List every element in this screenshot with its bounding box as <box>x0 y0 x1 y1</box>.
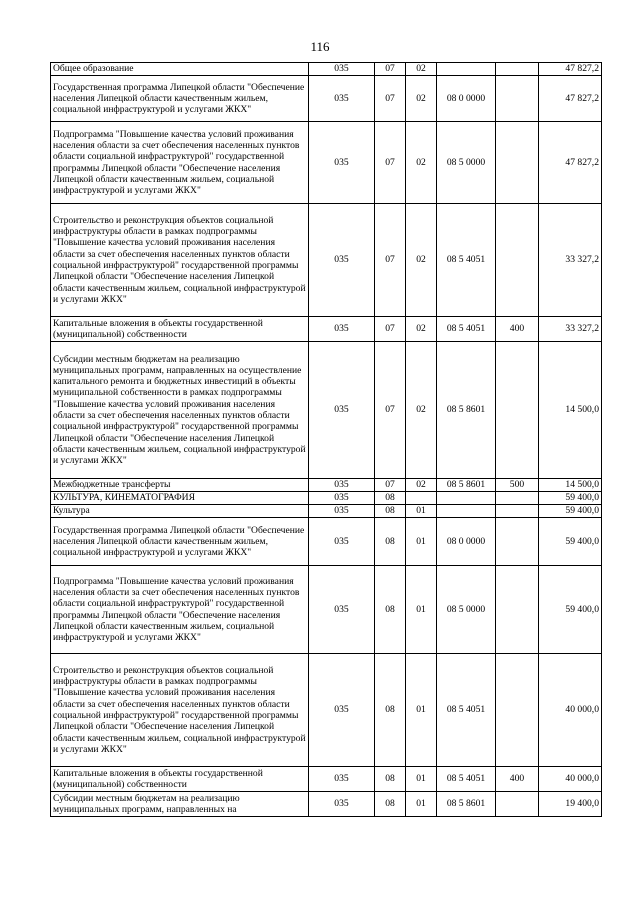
sum-cell: 47 827,2 <box>539 122 602 204</box>
table-row <box>51 317 602 342</box>
expense-type-cell <box>496 492 539 505</box>
section-code-cell: 08 <box>375 654 406 767</box>
table-row <box>51 479 602 492</box>
admin-code-cell: 035 <box>309 479 375 492</box>
expense-type-cell <box>496 63 539 76</box>
sum-cell: 59 400,0 <box>539 505 602 518</box>
row-name-cell: Строительство и реконструкция объектов социальной инфраструктуры области в рамках подпрограммы "Повышение качества условий проживания населения области за счет обеспечения населенных пунктов области социальной инфраструктурой" государственной программы Липецкой области "Обеспечение населения Липецкой области качественным жильем, социальной инфраструктурой и услугами ЖКХ" <box>51 654 309 767</box>
sum-cell: 14 500,0 <box>539 342 602 479</box>
subsection-code-cell: 01 <box>406 566 437 654</box>
subsection-code-cell: 02 <box>406 317 437 342</box>
section-code-cell: 07 <box>375 317 406 342</box>
sum-cell: 47 827,2 <box>539 76 602 122</box>
expense-type-cell: 400 <box>496 317 539 342</box>
sum-cell: 14 500,0 <box>539 479 602 492</box>
admin-code-cell: 035 <box>309 492 375 505</box>
admin-code-cell: 035 <box>309 505 375 518</box>
table-row <box>51 63 602 76</box>
admin-code-cell: 035 <box>309 76 375 122</box>
section-code-cell: 08 <box>375 566 406 654</box>
subsection-code-cell: 02 <box>406 479 437 492</box>
expense-type-cell <box>496 518 539 566</box>
subsection-code-cell: 02 <box>406 342 437 479</box>
section-code-cell: 07 <box>375 204 406 317</box>
expense-type-cell <box>496 204 539 317</box>
expense-type-cell: 500 <box>496 479 539 492</box>
table-row <box>51 342 602 479</box>
table-row <box>51 76 602 122</box>
expense-type-cell <box>496 505 539 518</box>
subsection-code-cell: 02 <box>406 122 437 204</box>
table-row <box>51 122 602 204</box>
target-article-cell: 08 5 4051 <box>437 317 496 342</box>
table-row <box>51 566 602 654</box>
subsection-code-cell: 01 <box>406 792 437 817</box>
subsection-code-cell: 01 <box>406 505 437 518</box>
section-code-cell: 08 <box>375 492 406 505</box>
section-code-cell: 08 <box>375 518 406 566</box>
subsection-code-cell: 01 <box>406 767 437 792</box>
table-row <box>51 518 602 566</box>
target-article-cell: 08 5 0000 <box>437 566 496 654</box>
admin-code-cell: 035 <box>309 654 375 767</box>
admin-code-cell: 035 <box>309 342 375 479</box>
section-code-cell: 08 <box>375 792 406 817</box>
section-code-cell: 07 <box>375 122 406 204</box>
admin-code-cell: 035 <box>309 767 375 792</box>
section-code-cell: 07 <box>375 479 406 492</box>
target-article-cell: 08 0 0000 <box>437 518 496 566</box>
row-name-cell: Подпрограмма "Повышение качества условий проживания населения области за счет обеспечения населенных пунктов области социальной инфраструктурой" государственной программы Липецкой области "Обеспечение населения Липецкой области качественным жильем, социальной инфраструктурой и услугами ЖКХ" <box>51 566 309 654</box>
sum-cell: 33 327,2 <box>539 204 602 317</box>
admin-code-cell: 035 <box>309 204 375 317</box>
admin-code-cell: 035 <box>309 317 375 342</box>
row-name-cell: Общее образование <box>51 63 309 76</box>
table-row <box>51 654 602 767</box>
subsection-code-cell: 01 <box>406 654 437 767</box>
row-name-cell: Государственная программа Липецкой области "Обеспечение населения Липецкой области качественным жильем, социальной инфраструктурой и услугами ЖКХ" <box>51 518 309 566</box>
table-row <box>51 505 602 518</box>
table-row <box>51 792 602 817</box>
expense-type-cell <box>496 654 539 767</box>
target-article-cell <box>437 505 496 518</box>
admin-code-cell: 035 <box>309 122 375 204</box>
subsection-code-cell <box>406 492 437 505</box>
target-article-cell: 08 5 8601 <box>437 342 496 479</box>
row-name-cell: КУЛЬТУРА, КИНЕМАТОГРАФИЯ <box>51 492 309 505</box>
sum-cell: 33 327,2 <box>539 317 602 342</box>
target-article-cell: 08 5 0000 <box>437 122 496 204</box>
row-name-cell: Строительство и реконструкция объектов социальной инфраструктуры области в рамках подпрограммы "Повышение качества условий проживания населения области за счет обеспечения населенных пунктов области социальной инфраструктурой" государственной программы Липецкой области "Обеспечение населения Липецкой области качественным жильем, социальной инфраструктурой и услугами ЖКХ" <box>51 204 309 317</box>
section-code-cell: 07 <box>375 63 406 76</box>
target-article-cell: 08 5 8601 <box>437 479 496 492</box>
subsection-code-cell: 02 <box>406 204 437 317</box>
admin-code-cell: 035 <box>309 63 375 76</box>
row-name-cell: Культура <box>51 505 309 518</box>
row-name-cell: Государственная программа Липецкой области "Обеспечение населения Липецкой области качественным жильем, социальной инфраструктурой и услугами ЖКХ" <box>51 76 309 122</box>
target-article-cell: 08 5 8601 <box>437 792 496 817</box>
admin-code-cell: 035 <box>309 566 375 654</box>
table-row <box>51 767 602 792</box>
row-name-cell: Капитальные вложения в объекты государственной (муниципальной) собственности <box>51 767 309 792</box>
table-row <box>51 492 602 505</box>
expense-type-cell <box>496 792 539 817</box>
sum-cell: 40 000,0 <box>539 654 602 767</box>
table-row <box>51 204 602 317</box>
expense-type-cell <box>496 76 539 122</box>
expense-type-cell <box>496 342 539 479</box>
expense-type-cell: 400 <box>496 767 539 792</box>
target-article-cell <box>437 492 496 505</box>
target-article-cell: 08 5 4051 <box>437 204 496 317</box>
target-article-cell: 08 0 0000 <box>437 76 496 122</box>
row-name-cell: Субсидии местным бюджетам на реализацию муниципальных программ, направленных на <box>51 792 309 817</box>
sum-cell: 59 400,0 <box>539 492 602 505</box>
target-article-cell: 08 5 4051 <box>437 767 496 792</box>
sum-cell: 19 400,0 <box>539 792 602 817</box>
expense-type-cell <box>496 122 539 204</box>
target-article-cell <box>437 63 496 76</box>
sum-cell: 59 400,0 <box>539 518 602 566</box>
subsection-code-cell: 01 <box>406 518 437 566</box>
section-code-cell: 07 <box>375 76 406 122</box>
row-name-cell: Межбюджетные трансферты <box>51 479 309 492</box>
subsection-code-cell: 02 <box>406 63 437 76</box>
target-article-cell: 08 5 4051 <box>437 654 496 767</box>
admin-code-cell: 035 <box>309 792 375 817</box>
row-name-cell: Подпрограмма "Повышение качества условий проживания населения области за счет обеспечения населенных пунктов области социальной инфраструктурой" государственной программы Липецкой области "Обеспечение населения Липецкой области качественным жильем, социальной инфраструктурой и услугами ЖКХ" <box>51 122 309 204</box>
section-code-cell: 07 <box>375 342 406 479</box>
page-number: 116 <box>310 39 330 54</box>
row-name-cell: Субсидии местным бюджетам на реализацию муниципальных программ, направленных на осуществление капитального ремонта и бюджетных инвестиций в объекты муниципальной собственности в рамках подпрограммы "Повышение качества условий проживания населения области за счет обеспечения населенных пунктов области социальной инфраструктурой" государственной программы Липецкой области "Обеспечение населения Липецкой области качественным жильем, социальной инфраструктурой и услугами ЖКХ" <box>51 342 309 479</box>
section-code-cell: 08 <box>375 767 406 792</box>
expense-type-cell <box>496 566 539 654</box>
sum-cell: 47 827,2 <box>539 63 602 76</box>
budget-table <box>50 62 602 817</box>
subsection-code-cell: 02 <box>406 76 437 122</box>
admin-code-cell: 035 <box>309 518 375 566</box>
sum-cell: 40 000,0 <box>539 767 602 792</box>
section-code-cell: 08 <box>375 505 406 518</box>
row-name-cell: Капитальные вложения в объекты государственной (муниципальной) собственности <box>51 317 309 342</box>
sum-cell: 59 400,0 <box>539 566 602 654</box>
